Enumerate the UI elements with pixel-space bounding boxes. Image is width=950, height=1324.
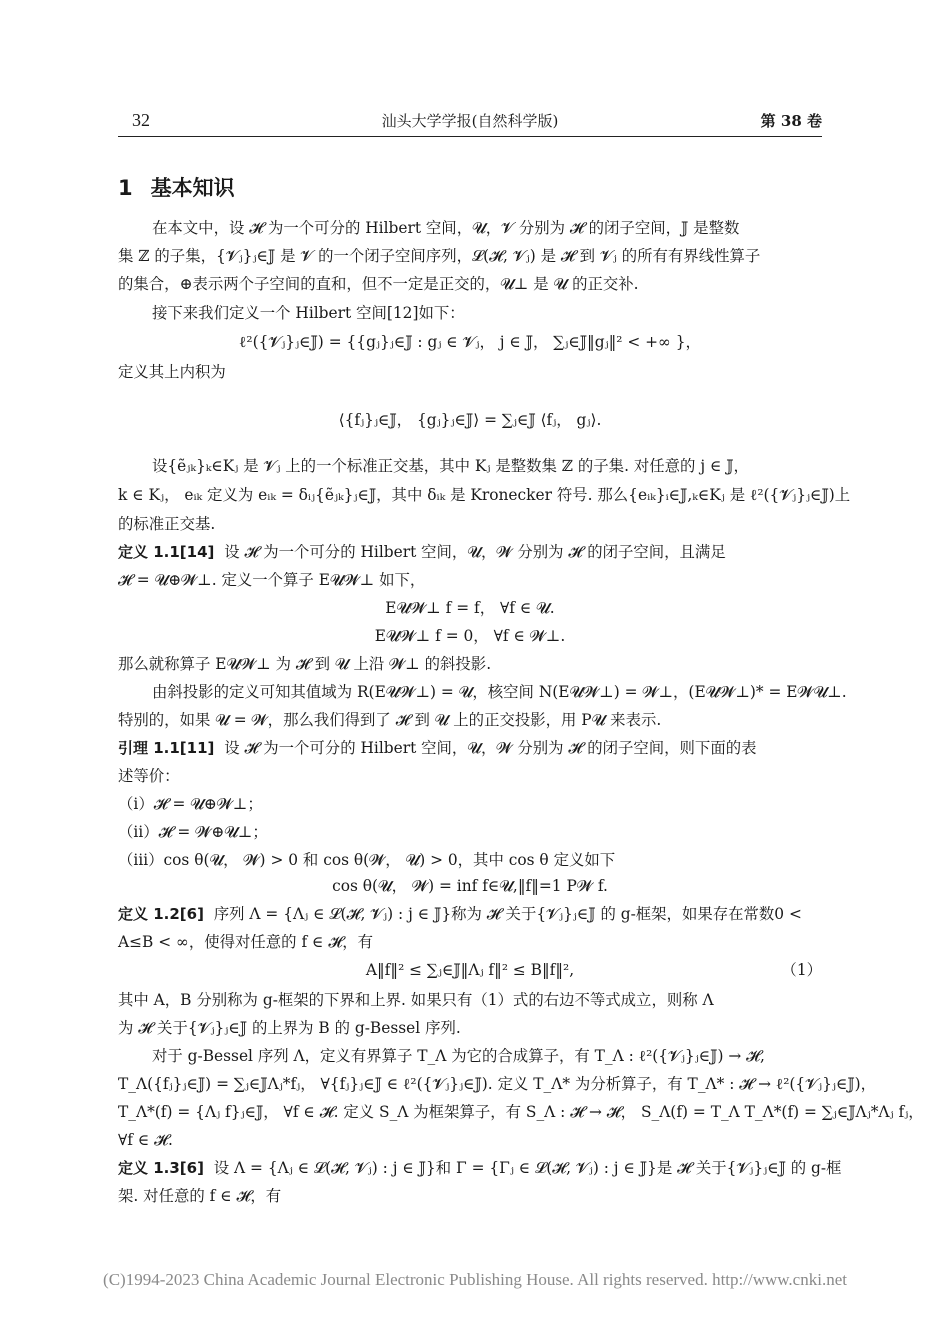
section-title: 基本知识 (150, 176, 235, 200)
equation: A‖f‖² ≤ ∑ⱼ∈𝕁‖Λⱼ f‖² ≤ B‖f‖², (365, 961, 575, 979)
body-line: 其中 A，B 分别称为 g-框架的下界和上界. 如果只有（1）式的右边不等式成立，则称 Λ (118, 991, 714, 1009)
equation-number: （1） (781, 961, 822, 979)
running-header (118, 108, 822, 134)
definition-line (118, 902, 822, 926)
body-line: T_Λ({fⱼ}ⱼ∈𝕁) = ∑ⱼ∈𝕁Λⱼ*fⱼ， ∀{fⱼ}ⱼ∈𝕁 ∈ ℓ²({𝓥ⱼ}ⱼ∈𝕁). 定义 T_Λ* 为分析算子，有 T_Λ* : 𝓗 → ℓ²({𝓥ⱼ}ⱼ∈𝕁)， (118, 1075, 877, 1093)
body-line: 述等价： (118, 767, 180, 785)
section-heading (118, 172, 235, 202)
definition-line (118, 540, 822, 564)
equation: ⟨{fⱼ}ⱼ∈𝕁， {gⱼ}ⱼ∈𝕁⟩ = ∑ⱼ∈𝕁 ⟨fⱼ， gⱼ⟩. (338, 411, 602, 429)
volume-label: 第 38 卷 (760, 112, 822, 130)
equation: cos θ(𝓤， 𝓦) = inf f∈𝓤,‖f‖=1 P𝓦 f. (332, 877, 608, 895)
equation: E𝓤𝓦⊥ f = 0， ∀f ∈ 𝓦⊥. (374, 627, 566, 645)
body-line: A≤B < ∞，使得对任意的 f ∈ 𝓗，有 (118, 933, 373, 951)
section-number: 1 (118, 176, 133, 200)
definition-label: 定义 1.1[14] (118, 543, 215, 561)
body-line: 的标准正交基. (118, 515, 216, 533)
body-line: 为 𝓗 关于{𝓥ⱼ}ⱼ∈𝕁 的上界为 B 的 g-Bessel 序列. (118, 1019, 461, 1037)
body-line: 对于 g-Bessel 序列 Λ，定义有界算子 T_Λ 为它的合成算子，有 T_Λ : ℓ²({𝓥ⱼ}ⱼ∈𝕁) → 𝓗, (152, 1047, 765, 1065)
body-line: 的集合，⊕表示两个子空间的直和，但不一定是正交的，𝓤⊥ 是 𝓤 的正交补. (118, 275, 639, 293)
body-line: 由斜投影的定义可知其值域为 R(E𝓤𝓦⊥) = 𝓤，核空间 N(E𝓤𝓦⊥) = 𝓦⊥，(E𝓤𝓦⊥)* = E𝓦𝓤⊥. (152, 683, 847, 701)
body-line: 设{ẽⱼₖ}ₖ∈Kⱼ 是 𝓥ⱼ 上的一个标准正交基，其中 Kⱼ 是整数集 ℤ 的子集. 对任意的 j ∈ 𝕁， (152, 457, 749, 475)
body-line: 架. 对任意的 f ∈ 𝓗，有 (118, 1187, 282, 1205)
body-text: 设 𝓗 为一个可分的 Hilbert 空间，𝓤，𝓦 分别为 𝓗 的闭子空间，且满足 (224, 543, 726, 561)
body-text: 设 𝓗 为一个可分的 Hilbert 空间，𝓤，𝓦 分别为 𝓗 的闭子空间，则下面的表 (224, 739, 757, 757)
body-line: 在本文中，设 𝓗 为一个可分的 Hilbert 空间，𝓤，𝓥 分别为 𝓗 的闭子空间，𝕁 是整数 (152, 219, 740, 237)
definition-label: 定义 1.3[6] (118, 1159, 204, 1177)
body-text: 设 Λ = {Λⱼ ∈ 𝓛(𝓗, 𝓥ⱼ) : j ∈ 𝕁}和 Γ = {Γⱼ ∈ 𝓛(𝓗, 𝓥ⱼ) : j ∈ 𝕁}是 𝓗 关于{𝓥ⱼ}ⱼ∈𝕁 的 g-框 (213, 1159, 842, 1177)
list-item: （ⅰ）𝓗 = 𝓤⊕𝓦⊥； (118, 795, 263, 813)
copyright-footer: (C)1994-2023 China Academic Journal Electronic Publishing House. All rights reserved. http://www.cnki.net (103, 1270, 847, 1289)
list-item: （ⅲ）cos θ(𝓤， 𝓦) > 0 和 cos θ(𝓦， 𝓤) > 0，其中 cos θ 定义如下 (118, 851, 616, 869)
body-line: 特别的，如果 𝓤 = 𝓦，那么我们得到了 𝓗 到 𝓤 上的正交投影，用 P𝓤 来表示. (118, 711, 662, 729)
definition-line (118, 1156, 842, 1180)
body-line: T_Λ*(f) = {Λⱼ f}ⱼ∈𝕁， ∀f ∈ 𝓗. 定义 S_Λ 为框架算子，有 S_Λ : 𝓗 → 𝓗， S_Λ(f) = T_Λ T_Λ*(f) = ∑ⱼ∈𝕁Λⱼ*Λⱼ fⱼ， (118, 1103, 924, 1121)
body-line: 集 ℤ 的子集，{𝓥ⱼ}ⱼ∈𝕁 是 𝓥 的一个闭子空间序列，𝓛(𝓗, 𝓥ⱼ) 是 𝓗 到 𝓥ⱼ 的所有有界线性算子 (118, 247, 761, 265)
body-line: ∀f ∈ 𝓗. (118, 1131, 173, 1149)
body-line: k ∈ Kⱼ， eᵢₖ 定义为 eᵢₖ = δᵢⱼ{ẽⱼₖ}ⱼ∈𝕁，其中 δᵢₖ 是 Kronecker 符号. 那么{eᵢₖ}ᵢ∈𝕁,ₖ∈Kⱼ 是 ℓ²({𝓥ⱼ}ⱼ∈𝕁)上 (118, 486, 851, 504)
body-line: 接下来我们定义一个 Hilbert 空间[12]如下： (152, 304, 465, 322)
body-line: 定义其上内积为 (118, 363, 226, 381)
body-line: 𝓗 = 𝓤⊕𝓦⊥. 定义一个算子 E𝓤𝓦⊥ 如下， (118, 571, 426, 589)
equation: E𝓤𝓦⊥ f = f， ∀f ∈ 𝓤. (385, 599, 555, 617)
journal-name: 汕头大学学报(自然科学版) (381, 112, 559, 130)
header-rule (118, 136, 822, 137)
page-number: 32 (132, 110, 150, 130)
numbered-equation (118, 958, 822, 982)
body-text: 序列 Λ = {Λⱼ ∈ 𝓛(𝓗, 𝓥ⱼ) : j ∈ 𝕁}称为 𝓗 关于{𝓥ⱼ}ⱼ∈𝕁 的 g-框架，如果存在常数0 < (213, 905, 802, 923)
body-line: 那么就称算子 E𝓤𝓦⊥ 为 𝓗 到 𝓤 上沿 𝓦⊥ 的斜投影. (118, 655, 492, 673)
list-item: （ⅱ）𝓗 = 𝓦⊕𝓤⊥； (118, 823, 268, 841)
lemma-line (118, 736, 822, 760)
equation: ℓ²({𝓥ⱼ}ⱼ∈𝕁) = {{gⱼ}ⱼ∈𝕁 : gⱼ ∈ 𝓥ⱼ， j ∈ 𝕁， ∑ⱼ∈𝕁‖gⱼ‖² < +∞ }， (239, 333, 701, 351)
lemma-label: 引理 1.1[11] (118, 739, 215, 757)
definition-label: 定义 1.2[6] (118, 905, 204, 923)
